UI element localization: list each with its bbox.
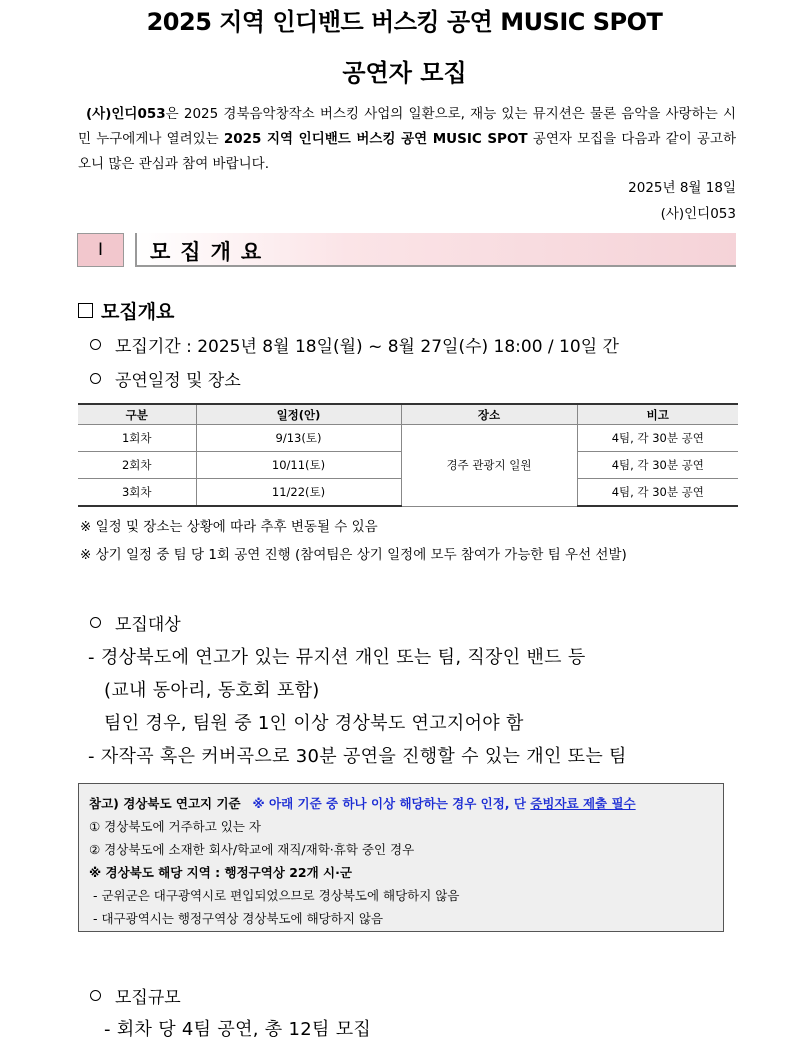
overview-heading: [78, 297, 174, 324]
section-number: Ⅰ: [77, 233, 124, 267]
round-cell: 3회차: [78, 479, 196, 507]
reference-header: [89, 792, 713, 815]
date-cell: 9/13(토): [196, 425, 401, 452]
table-header-cell: 비고: [577, 404, 738, 425]
table-header-cell: 장소: [401, 404, 577, 425]
round-cell: 2회차: [78, 452, 196, 479]
schedule-item: [90, 366, 241, 391]
target-heading-text: 모집대상: [115, 615, 181, 635]
intro-paragraph: [78, 102, 736, 177]
reference-label: 참고) 경상북도 연고지 기준: [89, 796, 241, 811]
target-line: - 경상북도에 연고가 있는 뮤지션 개인 또는 팀, 직장인 밴드 등: [88, 647, 586, 668]
target-line: (교내 동아리, 동호회 포함): [104, 680, 320, 701]
document-title: 2025 지역 인디밴드 버스킹 공연 MUSIC SPOT: [146, 8, 663, 36]
note-cell: 4팀, 각 30분 공연: [577, 425, 738, 452]
reference-blue-note: ※ 아래 기준 중 하나 이상 해당하는 경우 인정, 단: [252, 796, 531, 811]
round-cell: 1회차: [78, 425, 196, 452]
scale-line: - 회차 당 4팀 공연, 총 12팀 모집: [104, 1019, 372, 1040]
schedule-note: ※ 상기 일정 중 팀 당 1회 공연 진행 (참여팀은 상기 일정에 모두 참여가 가능한 팀 우선 선발): [80, 547, 627, 563]
reference-box: [78, 783, 724, 932]
note-cell: 4팀, 각 30분 공연: [577, 452, 738, 479]
date-cell: 11/22(토): [196, 479, 401, 507]
reference-item: ② 경상북도에 소재한 회사/학교에 재직/재학·휴학 중인 경우: [89, 842, 415, 857]
circle-bullet-icon: [90, 990, 101, 1001]
circle-bullet-icon: [90, 617, 101, 628]
circle-bullet-icon: [90, 339, 101, 350]
note-cell: 4팀, 각 30분 공연: [577, 479, 738, 507]
schedule-note: ※ 일정 및 장소는 상황에 따라 추후 변동될 수 있음: [80, 519, 378, 535]
period-text: 모집기간 : 2025년 8월 18일(월) ~ 8월 27일(수) 18:00 / 10일 간: [115, 337, 619, 357]
target-line: - 자작곡 혹은 커버곡으로 30분 공연을 진행할 수 있는 개인 또는 팀: [88, 746, 627, 767]
scale-heading-text: 모집규모: [115, 988, 181, 1008]
intro-org-name: (사)인디053: [86, 106, 166, 122]
target-line: 팀인 경우, 팀원 중 1인 이상 경상북도 연고지어야 함: [104, 713, 524, 734]
region-title: ※ 경상북도 해당 지역 : 행정구역상 22개 시·군: [89, 865, 352, 880]
overview-heading-text: 모집개요: [101, 301, 175, 323]
date-cell: 10/11(토): [196, 452, 401, 479]
period-item: [90, 332, 619, 357]
table-header-cell: 일정(안): [196, 404, 401, 425]
checkbox-square-icon: [78, 303, 93, 318]
intro-event-name: 2025 지역 인디밴드 버스킹 공연 MUSIC SPOT: [223, 131, 528, 147]
notice-date: 2025년 8월 18일: [628, 180, 736, 196]
reference-item: ① 경상북도에 거주하고 있는 자: [89, 819, 262, 834]
exclusion-item: - 대구광역시는 행정구역상 경상북도에 해당하지 않음: [93, 911, 384, 926]
circle-bullet-icon: [90, 373, 101, 384]
document-subtitle: 공연자 모집: [342, 59, 467, 87]
target-item: [90, 610, 181, 635]
table-header-row: [78, 404, 738, 425]
scale-item: [90, 983, 181, 1008]
schedule-table: [78, 403, 738, 507]
table-row: [78, 425, 738, 452]
intro-text-1: 은 2025 경북음악창작소 버스킹 사업의 일환으로, 재능 있는 뮤지션은 물론 음악을 사랑하는 시민 누구에게나 열려있는: [78, 106, 736, 147]
exclusion-item: - 군위군은 대구광역시로 편입되었으므로 경상북도에 해당하지 않음: [93, 888, 460, 903]
notice-org: (사)인디053: [660, 206, 736, 222]
table-header-cell: 구분: [78, 404, 196, 425]
intro-text-2: 공연자 모집을 다음과 같이 공고하오니 많은 관심과 참여 바랍니다.: [78, 131, 736, 172]
section-title: 모집개요: [150, 240, 272, 264]
schedule-heading-text: 공연일정 및 장소: [115, 371, 241, 391]
reference-evidence-note: 증빙자료 제출 필수: [530, 796, 636, 811]
place-cell: 경주 관광지 일원: [401, 425, 577, 507]
